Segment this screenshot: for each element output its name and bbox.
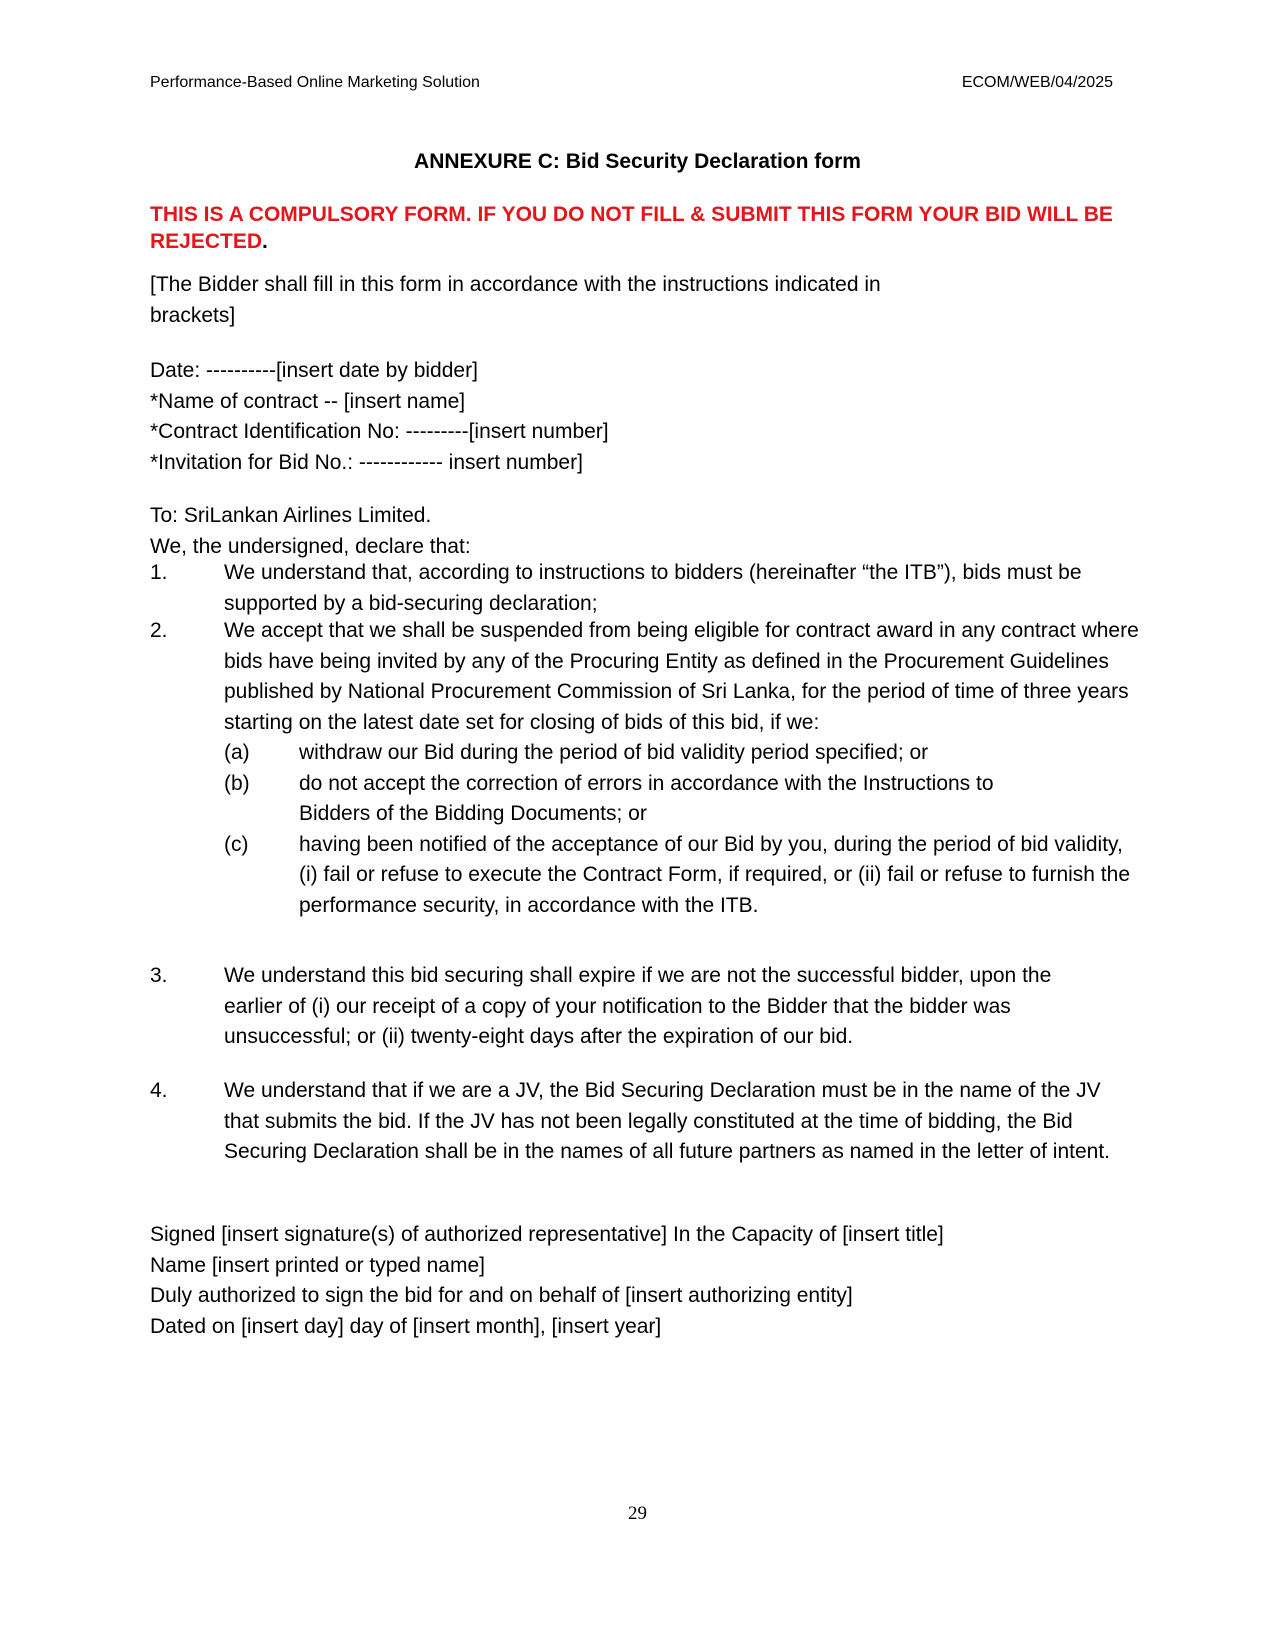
authorization-line: Duly authorized to sign the bid for and on behalf of [insert authorizing entity] [150,1284,853,1307]
running-header-title: Performance-Based Online Marketing Solution [150,74,480,91]
sub-item-b [224,769,1140,830]
sub-item-label: (a) [224,741,250,764]
compulsory-warning [150,201,1130,255]
item-text: We understand that if we are a JV, the Bid Securing Declaration must be in the name of the JV that submits the bid. If the JV has not been legally constituted at the time of bidding, the Bid Securing Declaration shall be in the names of all future partners as named in the letter of intent. [224,1079,1110,1163]
sub-item-text: do not accept the correction of errors in accordance with the Instructions to Bidders of the Bidding Documents; or [299,771,994,825]
item-number: 4. [150,1079,168,1102]
signature-line: Signed [insert signature(s) of authorized representative] In the Capacity of [insert title] [150,1223,944,1246]
declaration-item-2 [150,616,1140,921]
page-number: 29 [628,1503,647,1524]
sub-item-a [224,738,1140,769]
signature-block [150,1220,1140,1342]
item-number: 3. [150,964,168,987]
field-contract-id: *Contract Identification No: ---------[insert number] [150,420,609,443]
declaration-intro: We, the undersigned, declare that: [150,534,471,558]
addressee: To: SriLankan Airlines Limited. [150,504,432,527]
item-text: We understand that, according to instructions to bidders (hereinafter “the ITB”), bids must be supported by a bid-securing declaration; [224,561,1082,615]
page-title: ANNEXURE C: Bid Security Declaration form [414,150,861,173]
sub-item-text: withdraw our Bid during the period of bid validity period specified; or [299,741,929,764]
sub-item-label: (c) [224,832,249,856]
addressee-block [150,501,1140,562]
item-number: 2. [150,619,168,642]
sub-item-c [224,830,1140,922]
name-line: Name [insert printed or typed name] [150,1253,485,1277]
form-fields [150,356,1140,478]
bidder-instruction: [The Bidder shall fill in this form in accordance with the instructions indicated in brackets] [150,273,881,327]
dated-line: Dated on [insert day] day of [insert month], [insert year] [150,1314,662,1338]
warning-text: THIS IS A COMPULSORY FORM. IF YOU DO NOT FILL & SUBMIT THIS FORM YOUR BID WILL BE REJECTED [150,203,1113,253]
item-text: We accept that we shall be suspended from being eligible for contract award in any contract where bids have being invited by any of the Procuring Entity as defined in the Procurement Guidelines published by National Procurement Commission of Sri Lanka, for the period of time of three years starting on the latest date set for closing of bids of this bid, if we: [224,619,1139,734]
running-header-reference: ECOM/WEB/04/2025 [961,74,1113,91]
sub-item-label: (b) [224,771,250,795]
warning-period: . [262,230,268,253]
declaration-item-3 [150,961,1110,1053]
field-invitation-number: *Invitation for Bid No.: ------------ insert number] [150,450,583,474]
field-contract-name: *Name of contract -- [insert name] [150,389,466,413]
declaration-item-4 [150,1076,1110,1168]
declaration-item-1 [150,558,1140,619]
item-text: We understand this bid securing shall expire if we are not the successful bidder, upon the earlier of (i) our receipt of a copy of your notification to the Bidder that the bidder was unsuccessful; or (ii) twenty-eight days after the expiration of our bid. [224,964,1052,1048]
field-date: Date: ----------[insert date by bidder] [150,359,478,382]
item-number: 1. [150,561,168,584]
sub-item-text: having been notified of the acceptance of our Bid by you, during the period of bid validity, (i) fail or refuse to execute the Contract Form, if required, or (ii) fail or refuse to furnish the performance security, in accordance with the ITB. [299,832,1130,917]
